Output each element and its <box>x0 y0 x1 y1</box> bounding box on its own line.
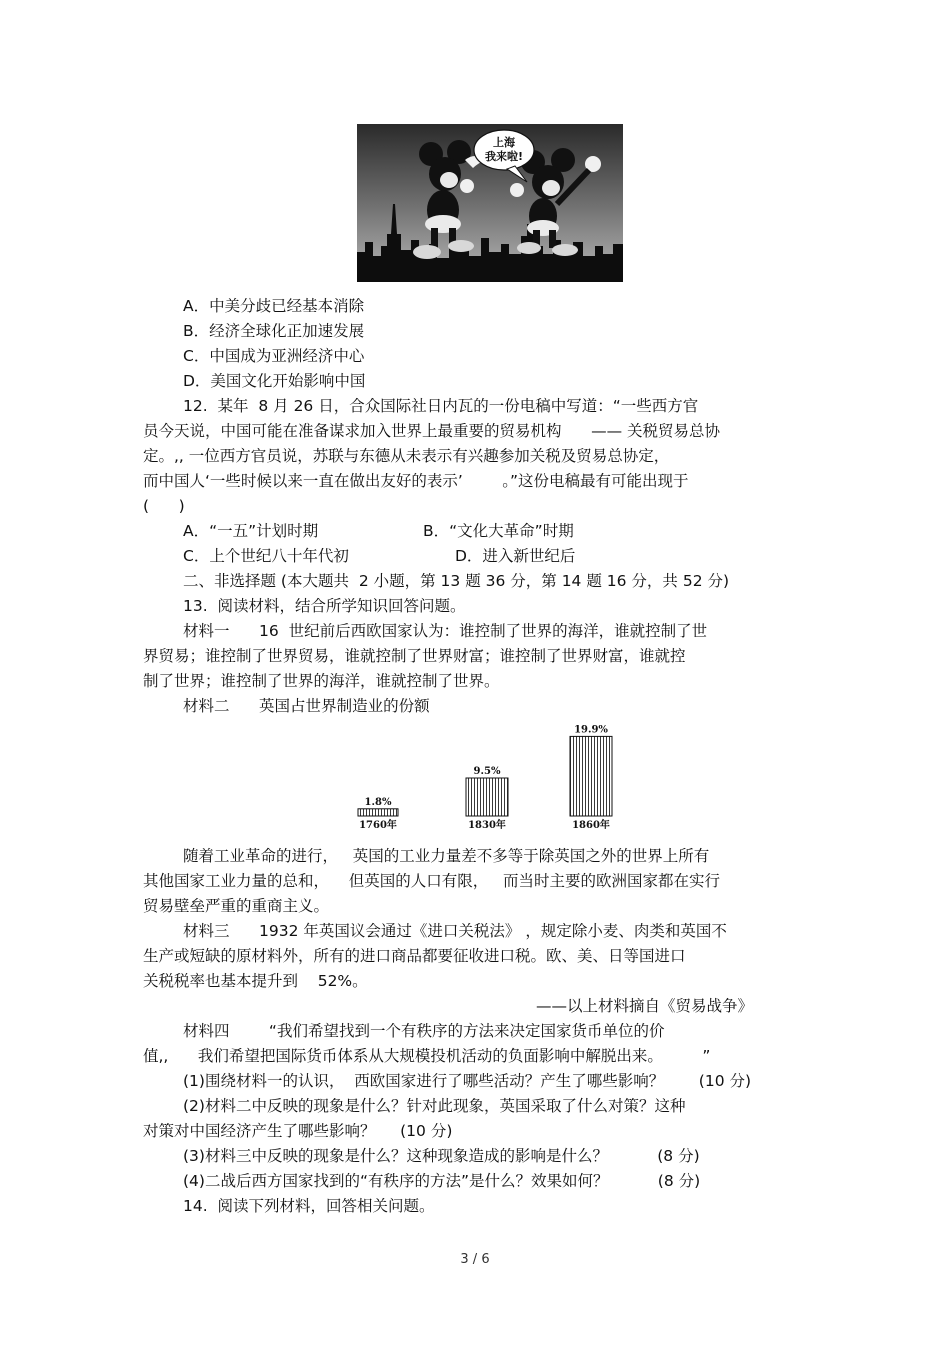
q14-intro: 14. 阅读下列材料，回答相关问题。 <box>183 1197 435 1215</box>
mickey-cartoon-image <box>357 124 623 282</box>
q12-option-c: C．上个世纪八十年代初 <box>183 547 349 565</box>
q13-material1-line3: 制了世界；谁控制了世界的海洋，谁就控制了世界。 <box>143 672 500 690</box>
q11-option-a: A．中美分歧已经基本消除 <box>183 297 365 315</box>
q13-subquestion-4: (4)二战后西方国家找到的“有秩序的方法”是什么？效果如何？ (8 分) <box>183 1172 701 1190</box>
section2-header: 二、非选择题 (本大题共 2 小题，第 13 题 36 分，第 14 题 16 分，共 52 分) <box>183 572 730 590</box>
q13-source-attribution: ——以上材料摘自《贸易战争》 <box>536 997 754 1015</box>
bar-1860年 <box>570 736 612 816</box>
q13-subquestion-3: (3)材料三中反映的现象是什么？这种现象造成的影响是什么？ (8 分) <box>183 1147 700 1165</box>
category-label: 1760年 <box>359 820 397 831</box>
q13-material3-line1: 材料三 1932 年英国议会通过《进口关税法》 ，规定除小麦、肉类和英国不 <box>183 922 727 940</box>
category-label: 1860年 <box>572 820 610 831</box>
q11-option-d: D．美国文化开始影响中国 <box>183 372 366 390</box>
bar-1830年 <box>466 778 508 816</box>
bar-value-label: 19.9% <box>574 725 608 736</box>
q13-material2-text3: 贸易壁垒严重的重商主义。 <box>143 897 330 915</box>
q12-line1: 12. 某年 8 月 26 日，合众国际社日内瓦的一份电稿中写道：“一些西方官 <box>183 397 699 415</box>
q13-intro: 13. 阅读材料，结合所学知识回答问题。 <box>183 597 466 615</box>
q13-material3-line3: 关税税率也基本提升到 52%。 <box>143 972 368 990</box>
q12-answer-bracket: ( ) <box>143 497 185 515</box>
page-number: 3 / 6 <box>460 1252 490 1267</box>
q13-subquestion-1: (1)围绕材料一的认识， 西欧国家进行了哪些活动？产生了哪些影响？ (10 分) <box>183 1072 752 1090</box>
speech-line1: 上海 <box>493 136 515 149</box>
q12-option-b: B．“文化大革命”时期 <box>423 522 574 540</box>
q13-material3-line2: 生产或短缺的原材料外，所有的进口商品都要征收进口税。欧、美、日等国进口 <box>143 947 686 965</box>
q13-material2-text2: 其他国家工业力量的总和， 但英国的人口有限， 而当时主要的欧洲国家都在实行 <box>143 872 720 890</box>
q12-option-a: A．“一五”计划时期 <box>183 522 319 540</box>
q13-subquestion-2-line1: (2)材料二中反映的现象是什么？针对此现象，英国采取了什么对策？这种 <box>183 1097 686 1115</box>
q13-material2-title: 材料二 英国占世界制造业的份额 <box>183 697 430 715</box>
q13-subquestion-2-line2: 对策对中国经济产生了哪些影响？ (10 分) <box>143 1122 453 1140</box>
q13-material1-line2: 界贸易；谁控制了世界贸易，谁就控制了世界财富；谁控制了世界财富，谁就控 <box>143 647 686 665</box>
q12-line2: 员今天说，中国可能在准备谋求加入世界上最重要的贸易机构 —— 关税贸易总协 <box>143 422 720 440</box>
q13-material4-line2: 值,, 我们希望把国际货币体系从大规模投机活动的负面影响中解脱出来。 ” <box>143 1047 711 1065</box>
bar-value-label: 1.8% <box>364 796 392 808</box>
category-label: 1830年 <box>468 820 506 831</box>
q13-material2-text1: 随着工业革命的进行， 英国的工业力量差不多等于除英国之外的世界上所有 <box>183 847 710 865</box>
q11-option-c: C．中国成为亚洲经济中心 <box>183 347 365 365</box>
manufacturing-share-chart <box>350 725 620 837</box>
bar-1760年 <box>358 809 398 816</box>
q13-material4-line1: 材料四 “我们希望找到一个有秩序的方法来决定国家货币单位的价 <box>183 1022 665 1040</box>
q11-option-b: B．经济全球化正加速发展 <box>183 322 365 340</box>
bar-value-label: 9.5% <box>473 766 501 777</box>
q12-option-d: D．进入新世纪后 <box>455 547 576 565</box>
q13-material1-line1: 材料一 16 世纪前后西欧国家认为：谁控制了世界的海洋，谁就控制了世 <box>183 622 708 640</box>
q12-line4: 而中国人‘一些时候以来一直在做出友好的表示’ 。”这份电稿最有可能出现于 <box>143 472 689 490</box>
q12-line3: 定。,, 一位西方官员说，苏联与东德从未表示有兴趣参加关税及贸易总协定， <box>143 447 670 465</box>
speech-line2: 我来啦! <box>484 150 524 163</box>
